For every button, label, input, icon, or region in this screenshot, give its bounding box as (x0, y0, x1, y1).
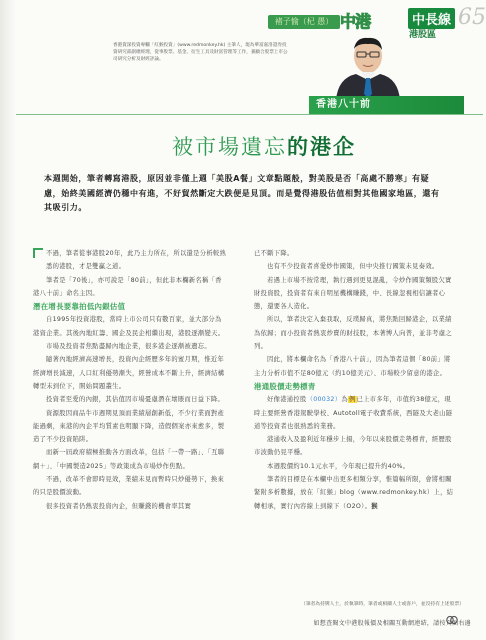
author-photo (328, 34, 408, 100)
paragraph (254, 473, 454, 513)
paragraph: 不過，筆者從事港股20年，此乃主力所在，所以還是分析較熟悉的港股，才是雙贏之道。 (46, 250, 227, 271)
page-number: 65 (458, 5, 486, 30)
end-sign: 猴 (371, 502, 378, 510)
disclaimer: （筆者為持牌人士，於執筆時，筆者或相關人士或客戶，並沒持有上述股票） (300, 602, 464, 607)
article-left-column (33, 247, 227, 513)
paragraph: 也有不少投資者喜愛炒作國策，但中央推行國策未見奏效。 (267, 263, 439, 271)
column-name: 香港八十前 (316, 99, 371, 110)
article-lead: 本週開始，筆者轉寫港股，原因並非僅上週「美股A餐」文章點題般，對美股是否「高處不勝寒」有疑慮，始終美國經濟仍穩中有進，不好貿然斷定大跌便是見頂。而是覺得港股估值相對其他國家地區，還有其吸引力。 (44, 174, 440, 212)
paragraph: 很多投資者仍熱衷投資內企，但賺錢的機會率其實 (46, 502, 192, 510)
link-icon[interactable] (446, 615, 458, 625)
series-badge-text: 中港 (340, 12, 371, 31)
paragraph: 自1995年投資港股，當時上市公司只有數百家，並大部分為港資企業。其後內地紅籌、國企及民企相繼出現，港股逐漸變天。 (33, 316, 225, 337)
section-subheading: 港通股價走勢標青 (254, 381, 316, 391)
paragraph: 隨著內地經濟高速增長，投資內企經歷多年的蜜月期，惟近年經濟增長減速，人口紅利優勢漸失，經營成本不斷上升，經濟結構轉型未到位下，開始問題叢生。 (33, 356, 225, 390)
series-badge (340, 7, 378, 35)
paragraph: 筆者是「70後」，亦可說是「80前」，但此非本欄新名稱「香港八十前」命名主因。 (33, 276, 222, 297)
highlighted-text: 例 (348, 396, 356, 404)
paragraph: 所以，筆者決定入棄我取，反璞歸真，將焦點回歸港企，以業績為依歸；而小投資者熱衷炒賣的財技股，本著博人向普，並非考慮之列。 (254, 316, 452, 351)
paragraph: 市場及投資者焦點盡歸內地企業，很多港企逐漸被遺忘。 (46, 343, 211, 351)
header-divider (16, 114, 483, 115)
paragraph (254, 393, 454, 433)
article-title-light: 被市場遺忘 (172, 135, 287, 159)
article-title (114, 131, 414, 161)
footer-note: 如想查閱文中港股報價及相關互動網連結，請按頁面右邊 (313, 620, 471, 627)
paragraph: 若遇上市場不按常理，執行遇到更見混亂，令炒作國策類股欠實財投資股，投資者有來自明星機構賺錢，中、長線忽視相信讓者心態，還要各人造化。 (254, 276, 452, 311)
article-right-column (254, 247, 454, 513)
paragraph: 不過，改革不會即時見效，業績未見而暫時只炒優勢下，換來的只是股價波動。 (33, 476, 225, 497)
author-tag: 褚子愉（杞 愚） (268, 15, 340, 29)
paragraph: 投資者至愛的內銀，其估值因市場憂慮潛在壞賬而日益下降。 (46, 396, 225, 404)
paragraph-text: 為 (341, 396, 348, 404)
paragraph-text: 筆者的目標是在本欄中出更多相類分享，惟篇幅所限，會將相關緊附多析數據，放在「紅猴」blog（www.redmonkey.hk）上，結轉相承，實行內容線上到線下（O2O）。 (254, 476, 454, 510)
page-gutter (0, 0, 16, 640)
column-category: 中長線 (408, 8, 455, 29)
paragraph-text: 已上市多年，市值約38億元，現時主要經營香港駕駛學校、Autotoll電子收費系統，西隧及大老山隧道等投資者也很熟悉的業務。 (254, 396, 453, 430)
paragraph: 資源股因商品牛市週期見頂而業績層創新低，不少行業面對產能過剩，來港的內企平均質素也明顯下降，造假個案亦來愈多，製造了不少投資陷阱。 (33, 409, 225, 444)
paragraph-text: 好像港通控股 (267, 396, 307, 404)
paragraph: 已不斷下降。 (254, 250, 294, 257)
paragraph: 本週股價約10.1元水平，今年現已提升約40%。 (267, 462, 410, 470)
paragraph: 港通收入及盈利近年穩步上揚，今年以來股價走勢標青，經歷股市波動仍見平穩。 (254, 436, 452, 457)
section-subheading: 潛在增長要靠拍低內銀估值 (33, 302, 126, 312)
article-title-bold: 的港企 (287, 135, 356, 159)
paragraph: 因此，將本欄命名為「香港八十前」，因為筆者這個「80前」將主力分析市值不足80億元（約10億美元）、市場較少留意的港企。 (254, 356, 451, 377)
column-subcategory: 港股區 (409, 30, 437, 40)
paragraph: 而新一屆政府積極推動各方面改革，包括「一帶一路」、「互聯網＋」、「中國製造2025」等政策成為市場炒作焦點。 (33, 449, 225, 470)
author-bio: 香港資深投資專欄「紅猴投資」(www.redmonkey.hk) 主筆人，現為華富嘉洛證券投資研究部副總經理，從事股票、基金、衍生工具及財富管理等工作，兼顧合股票上市公司研究分析及財經評論。 (113, 43, 288, 62)
stock-code-link[interactable]: （00032） (306, 396, 342, 404)
